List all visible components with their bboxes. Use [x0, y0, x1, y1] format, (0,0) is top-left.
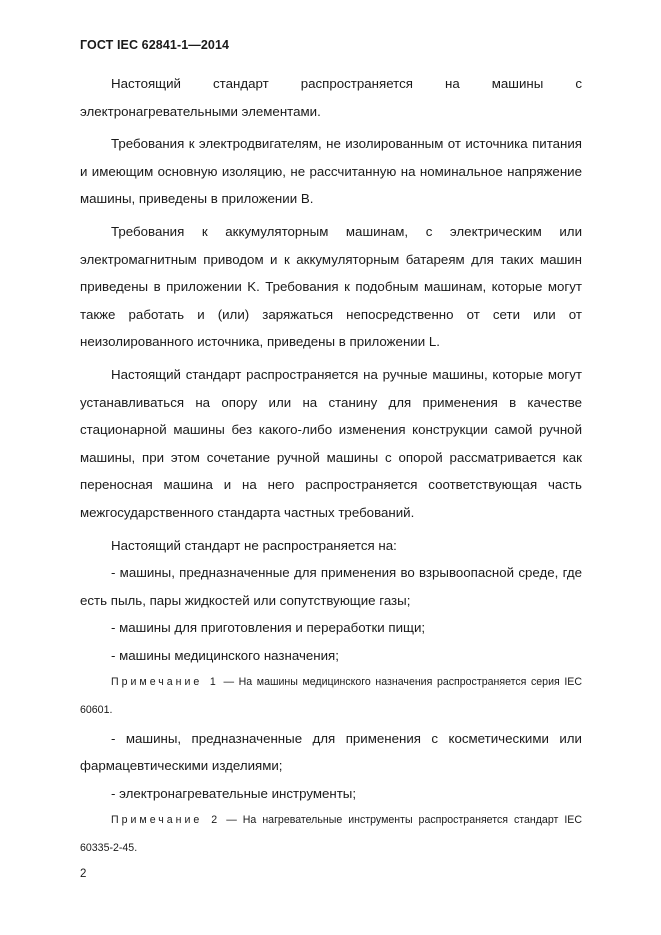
note-label: Примечание 2	[111, 814, 221, 827]
exclusion-list-item: - машины для приготовления и переработки пищи;	[111, 620, 426, 636]
note	[80, 669, 582, 724]
paragraph: Настоящий стандарт распространяется на ручные машины, которые могут устанавливаться на опору или на станину для применения в качестве стационарной машины без какого-либо изменения конструкции самой ручной машины, при этом сочетание ручной машины с опорой рассматривается как переносная машина и на него распространяется соответствующая часть межгосударственного стандарта частных требований.	[80, 366, 582, 520]
paragraph: Настоящий стандарт распространяется на машины с электронагревательными элементами.	[80, 76, 582, 119]
document-body	[80, 70, 582, 863]
page-number: 2	[80, 868, 87, 880]
exclusion-list-item: - машины медицинского назначения;	[111, 647, 339, 663]
exclusion-list-item: - машины, предназначенные для применения с косметическими или фармацевтическими изделиями;	[80, 730, 582, 774]
exclusion-list-item: - машины, предназначенные для применения во взрывоопасной среде, где есть пыль, пары жидкостей или сопутствующие газы;	[80, 565, 582, 608]
document-header: ГОСТ IEC 62841-1—2014	[80, 38, 230, 52]
note-text: — На машины медицинского назначения распространяется серия IEC 60601.	[80, 676, 582, 717]
note-label: Примечание 1	[111, 676, 219, 689]
paragraph: Требования к аккумуляторным машинам, с электрическим или электромагнитным приводом и к аккумуляторным батареям для таких машин приведены в приложении K. Требования к подобным машинам, которые могут также работать и (или) заряжаться непосредственно от сети или от неизолированного источника, приведены в приложении L.	[80, 223, 582, 350]
paragraph: Требования к электродвигателям, не изолированным от источника питания и имеющим основную изоляцию, не рассчитанную на номинальное напряжение машины, приведены в приложении B.	[80, 136, 582, 207]
paragraph: Настоящий стандарт не распространяется на:	[111, 537, 397, 553]
note-text: — На нагревательные инструменты распространяется стандарт IEC 60335-2-45.	[80, 814, 582, 855]
exclusion-list-item: - электронагревательные инструменты;	[111, 785, 357, 801]
note	[80, 807, 582, 862]
